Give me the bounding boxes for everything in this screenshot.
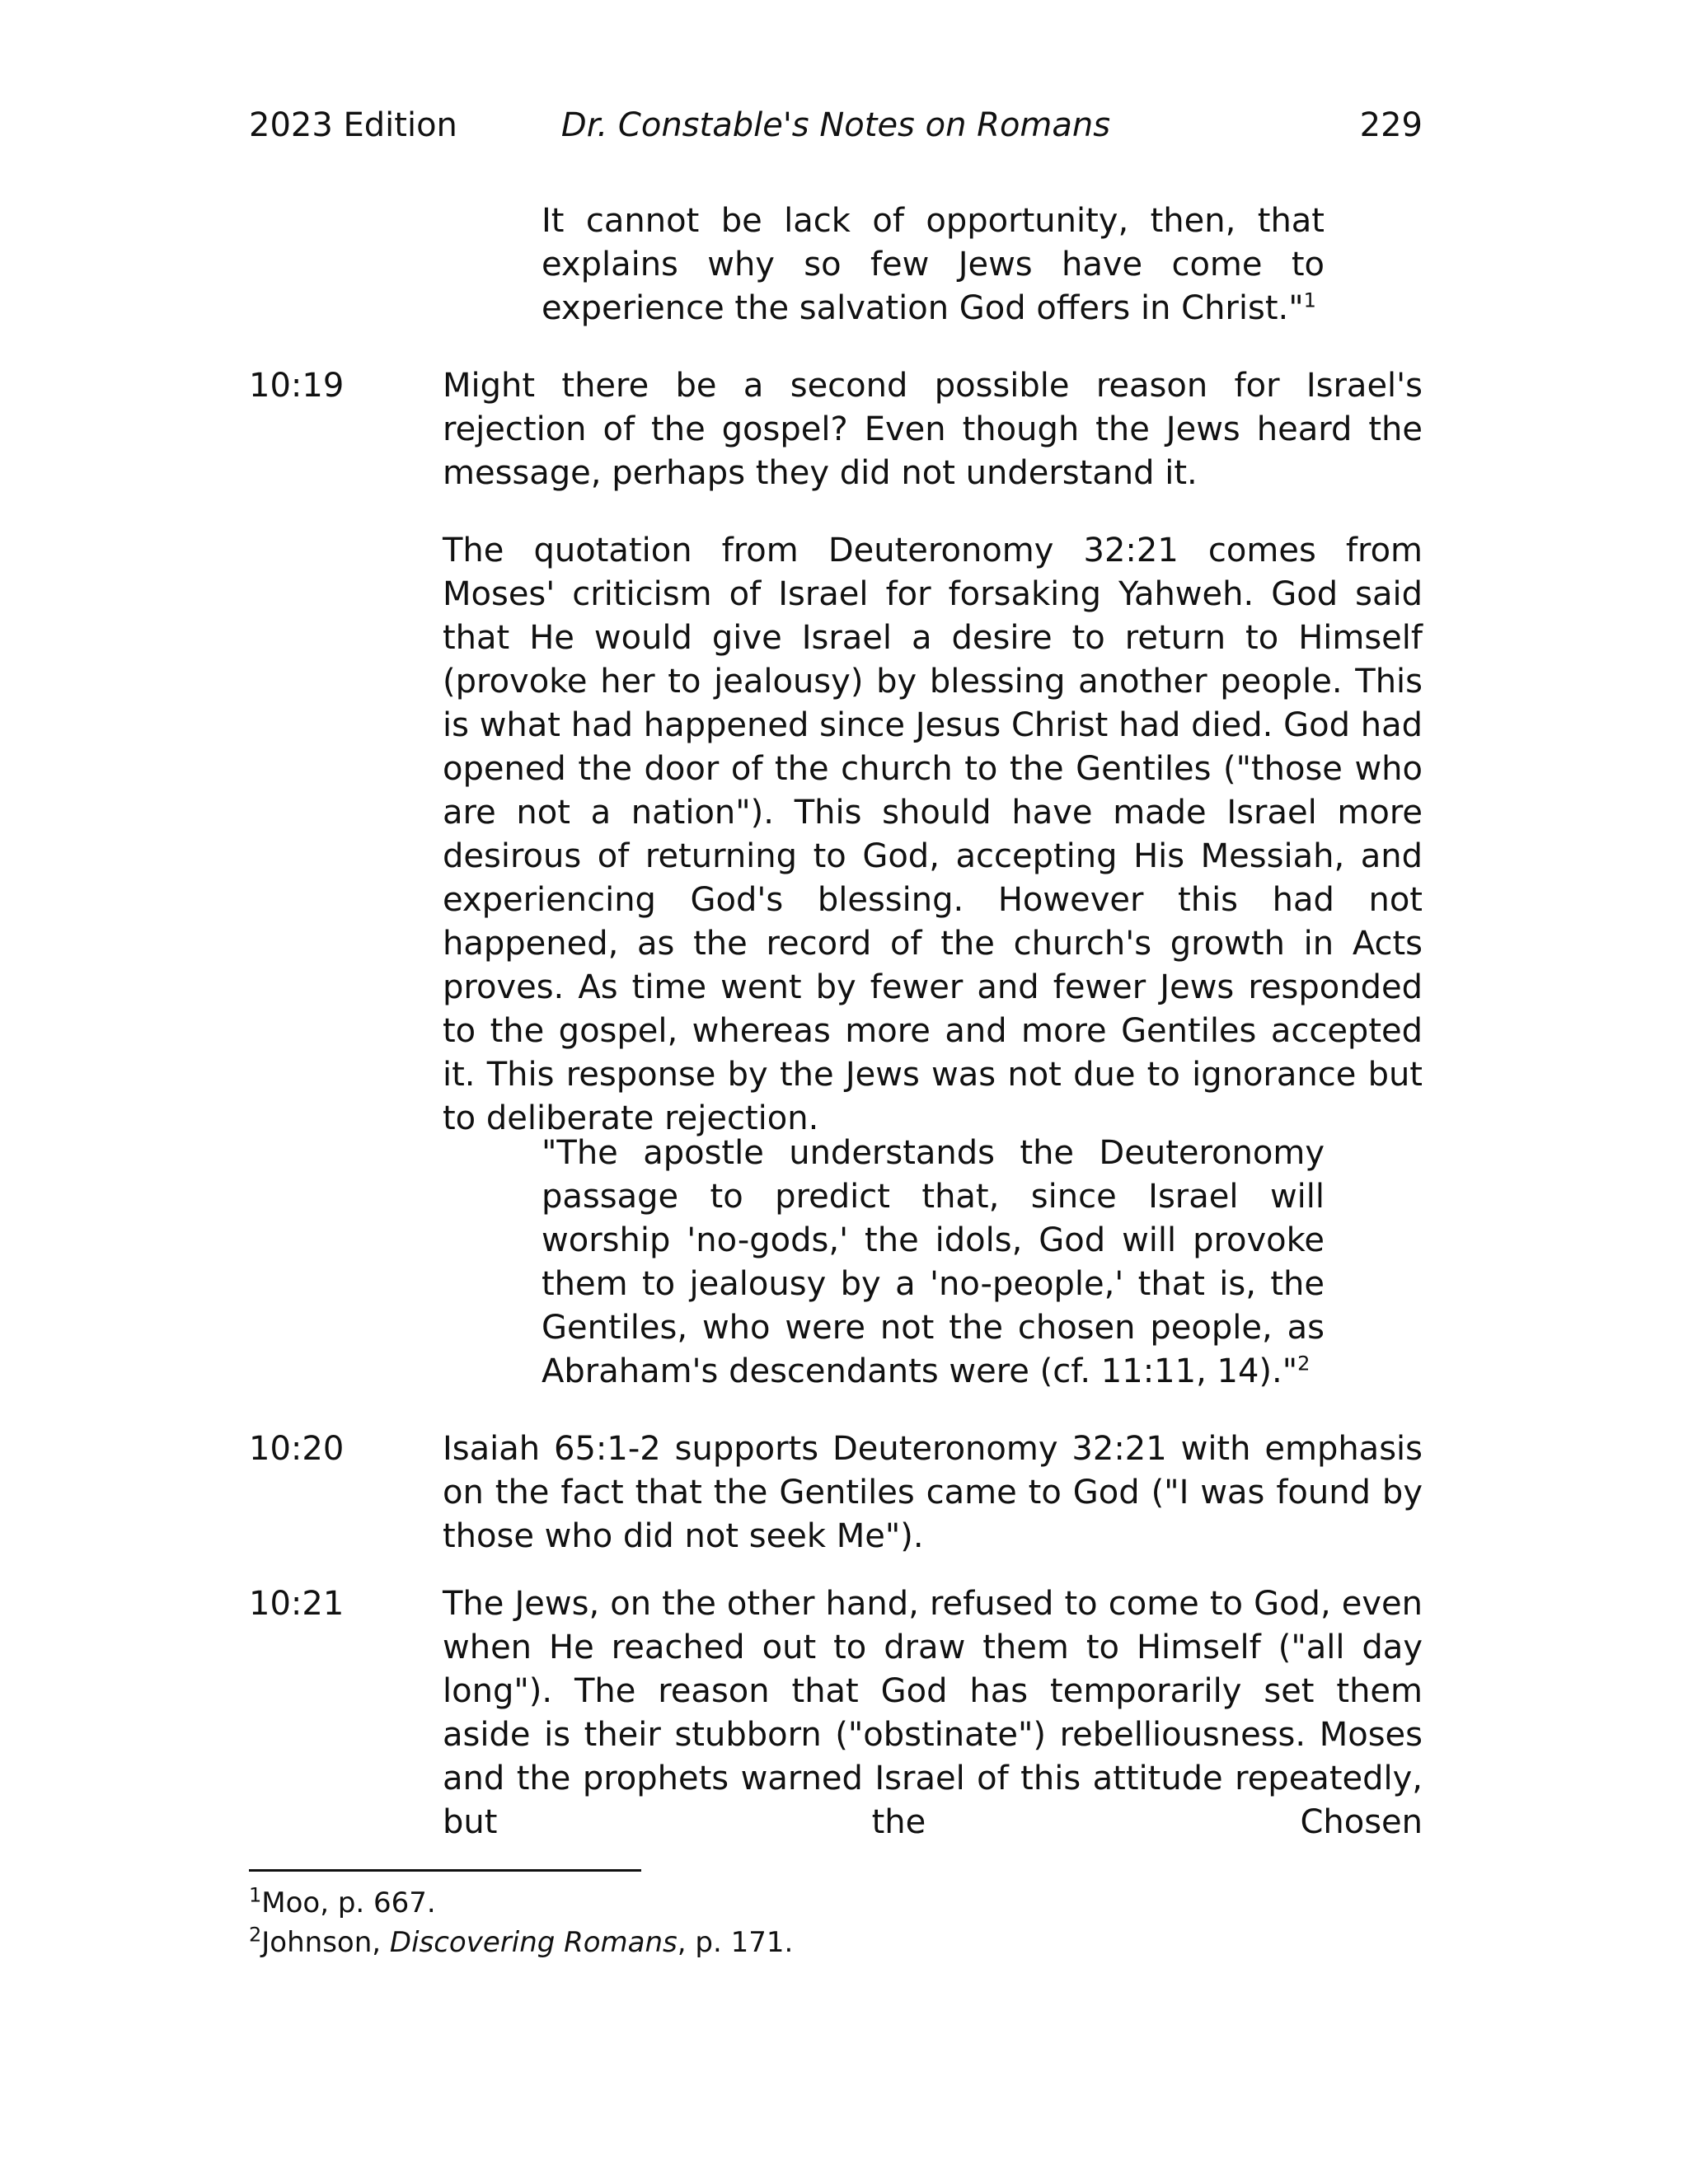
verse-ref-10-19: 10:19 bbox=[249, 367, 345, 405]
footnote-1-text: Moo, p. 667. bbox=[261, 1886, 436, 1919]
running-title: Dr. Constable's Notes on Romans bbox=[560, 106, 1111, 144]
page-header bbox=[249, 101, 1423, 150]
block-quote-2-text: "The apostle understands the Deuteronomy passage to predict that, since Israel will worship 'no-gods,' the idols, God will provoke them to jealousy by a 'no-people,' that is, the Gentiles, who were not the chosen people, as Abraham's descendants were (cf. 11:11, 14)." bbox=[542, 1134, 1325, 1390]
verse-10-19-paragraph-2: The quotation from Deuteronomy 32:21 comes from Moses' criticism of Israel for forsaking Yahweh. God said that He would give Israel a desire to return to Himself (provoke her to jealousy) by blessing another people. This is what had happened since Jesus Christ had died. God had opened the door of the church to the Gentiles ("those who are not a nation"). This should have made Israel more desirous of returning to God, accepting His Messiah, and experiencing God's blessing. However this had not happened, as the record of the church's growth in Acts proves. As time went by fewer and fewer Jews responded to the gospel, whereas more and more Gentiles accepted it. This response by the Jews was not due to ignorance but to deliberate rejection. bbox=[443, 532, 1423, 1137]
block-quote-2 bbox=[542, 1132, 1325, 1394]
block-quote-1 bbox=[542, 199, 1325, 330]
edition-label: 2023 Edition bbox=[249, 106, 457, 144]
footnote-2-book-title: Discovering Romans bbox=[389, 1926, 678, 1959]
footnote-2-page: , p. 171. bbox=[677, 1926, 794, 1959]
verse-ref-10-21: 10:21 bbox=[249, 1585, 345, 1623]
footnote-2-author: Johnson, bbox=[261, 1926, 390, 1959]
verse-ref-10-20: 10:20 bbox=[249, 1430, 345, 1468]
footnote-2-number: 2 bbox=[249, 1923, 262, 1947]
page-number: 229 bbox=[1359, 106, 1423, 144]
footnote-separator bbox=[249, 1869, 641, 1872]
block-quote-1-text: It cannot be lack of opportunity, then, that explains why so few Jews have come to experience the salvation God offers in Christ." bbox=[542, 202, 1325, 327]
footnote-ref-2[interactable]: 2 bbox=[1297, 1352, 1311, 1376]
footnote-1 bbox=[249, 1884, 436, 1922]
verse-10-21-paragraph: The Jews, on the other hand, refused to come to God, even when He reached out to draw them to Himself ("all day long"). The reason that God has temporarily set them aside is their stubborn ("obstinate") rebelliousness. Moses and the prophets warned Israel of this attitude repeatedly, but the Chosen bbox=[443, 1585, 1423, 1841]
verse-10-20-paragraph: Isaiah 65:1-2 supports Deuteronomy 32:21 with emphasis on the fact that the Gentiles came to God ("I was found by those who did not seek Me"). bbox=[443, 1430, 1423, 1555]
footnote-2 bbox=[249, 1924, 793, 1961]
footnote-1-number: 1 bbox=[249, 1883, 262, 1907]
verse-10-19-paragraph-1: Might there be a second possible reason for Israel's rejection of the gospel? Even though the Jews heard the message, perhaps they did not understand it. bbox=[443, 367, 1423, 492]
footnote-ref-1[interactable]: 1 bbox=[1303, 288, 1316, 312]
